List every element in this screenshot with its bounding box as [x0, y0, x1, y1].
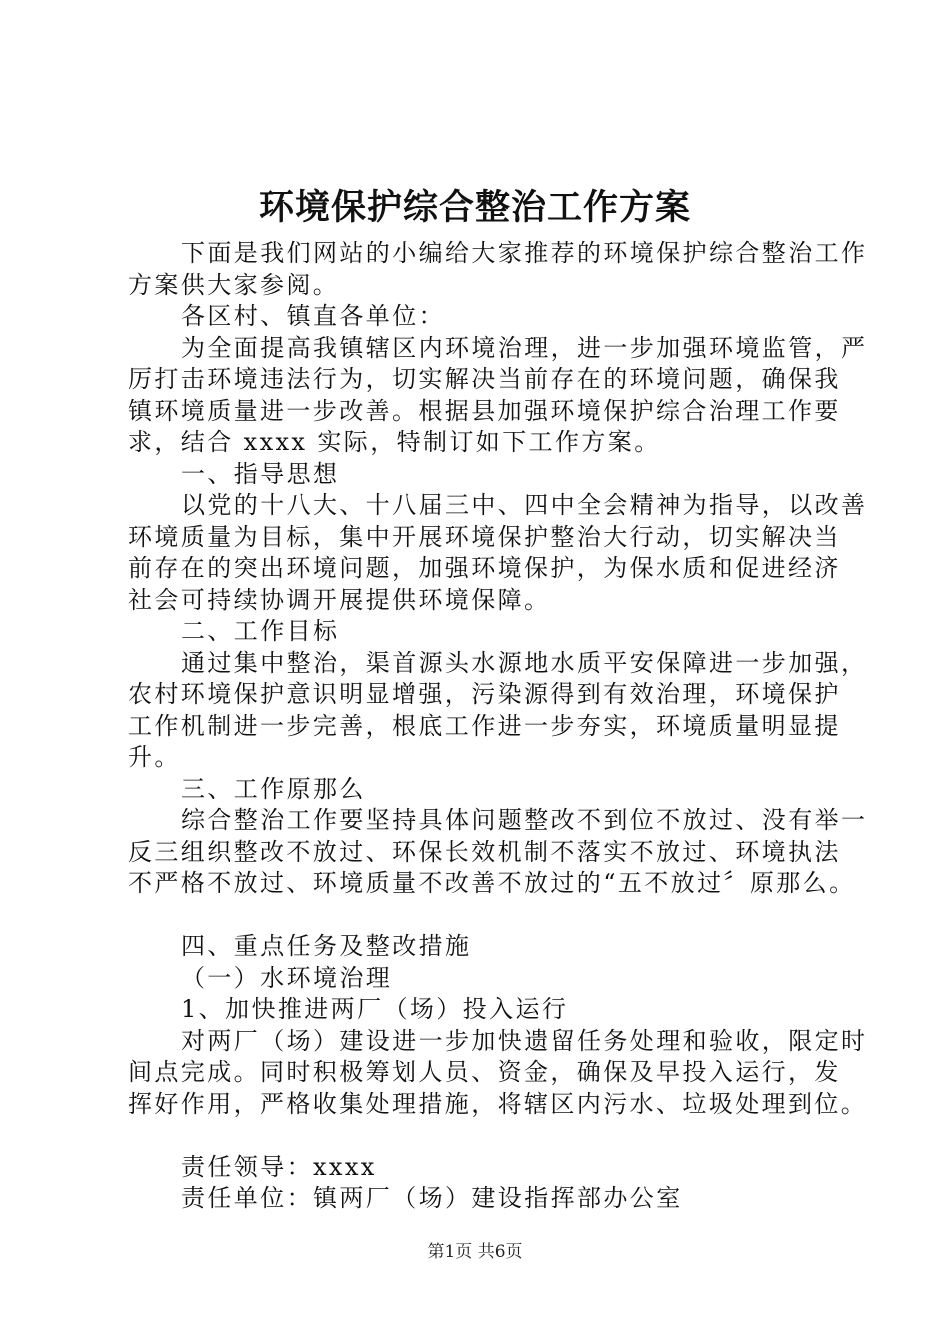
guiding-line-3: 前存在的突出环境问题，加强环境保护，为保水质和促进经济: [128, 554, 841, 582]
principle-line-1: 综合整治工作要坚持具体问题整改不到位不放过、没有举一: [181, 806, 868, 834]
section-heading-3: 三、工作原那么: [181, 774, 366, 803]
document-body: [128, 238, 868, 1215]
guiding-line-1: 以党的十八大、十八届三中、四中全会精神为指导，以改善: [181, 491, 868, 519]
section-heading-4: 四、重点任务及整改措施: [181, 932, 472, 960]
paragraph-spacer: [128, 1120, 828, 1152]
goal-line-3: 工作机制进一步完善，根底工作进一步夯实，环境质量明显提: [128, 711, 841, 740]
guiding-line-4: 社会可持续协调开展提供环境保障。: [128, 585, 551, 614]
responsible-unit: 责任单位：镇两厂（场）建设指挥部办公室: [181, 1184, 683, 1212]
intro-line-2: 方案供大家参阅。: [128, 270, 340, 299]
purpose-line-3: 镇环境质量进一步改善。根据县加强环境保护综合治理工作要: [128, 396, 841, 425]
goal-line-2: 农村环境保护意识明显增强，污染源得到有效治理，环境保护: [128, 680, 841, 708]
purpose-line-4: 求，结合 xxxx 实际，特制订如下工作方案。: [128, 428, 661, 456]
page-number-footer: 第1页 共6页: [427, 1242, 523, 1262]
intro-line-1: 下面是我们网站的小编给大家推荐的环境保护综合整治工作: [181, 239, 868, 267]
goal-line-1: 通过集中整治，渠首源头水源地水质平安保障进一步加强，: [181, 648, 868, 677]
goal-line-4: 升。: [128, 743, 181, 771]
measure-line-1: 对两厂（场）建设进一步加快遗留任务处理和验收，限定时: [181, 1026, 868, 1055]
principle-line-2: 反三组织整改不放过、环保长效机制不落实不放过、环境执法: [128, 837, 841, 866]
salutation: 各区村、镇直各单位：: [181, 302, 445, 330]
document-title: 环境保护综合整治工作方案: [258, 187, 691, 228]
section-heading-2: 二、工作目标: [181, 617, 340, 645]
subsection-heading: （一）水环境治理: [181, 963, 393, 992]
principle-line-3: 不严格不放过、环境质量不改善不放过的“五不放过〞原那么。: [128, 869, 856, 897]
measure-line-3: 挥好作用，严格收集处理措施，将辖区内污水、垃圾处理到位。: [128, 1089, 868, 1118]
purpose-line-1: 为全面提高我镇辖区内环境治理，进一步加强环境监管，严: [181, 333, 868, 362]
item-heading: 1、加快推进两厂（场）投入运行: [181, 995, 569, 1023]
purpose-line-2: 厉打击环境违法行为，切实解决当前存在的环境问题，确保我: [128, 365, 841, 393]
responsible-leader: 责任领导：xxxx: [181, 1152, 377, 1181]
guiding-line-2: 环境质量为目标，集中开展环境保护整治大行动，切实解决当: [128, 522, 841, 551]
paragraph-spacer: [128, 900, 828, 932]
section-heading-1: 一、指导思想: [181, 459, 340, 488]
measure-line-2: 间点完成。同时积极筹划人员、资金，确保及早投入运行，发: [128, 1058, 841, 1086]
